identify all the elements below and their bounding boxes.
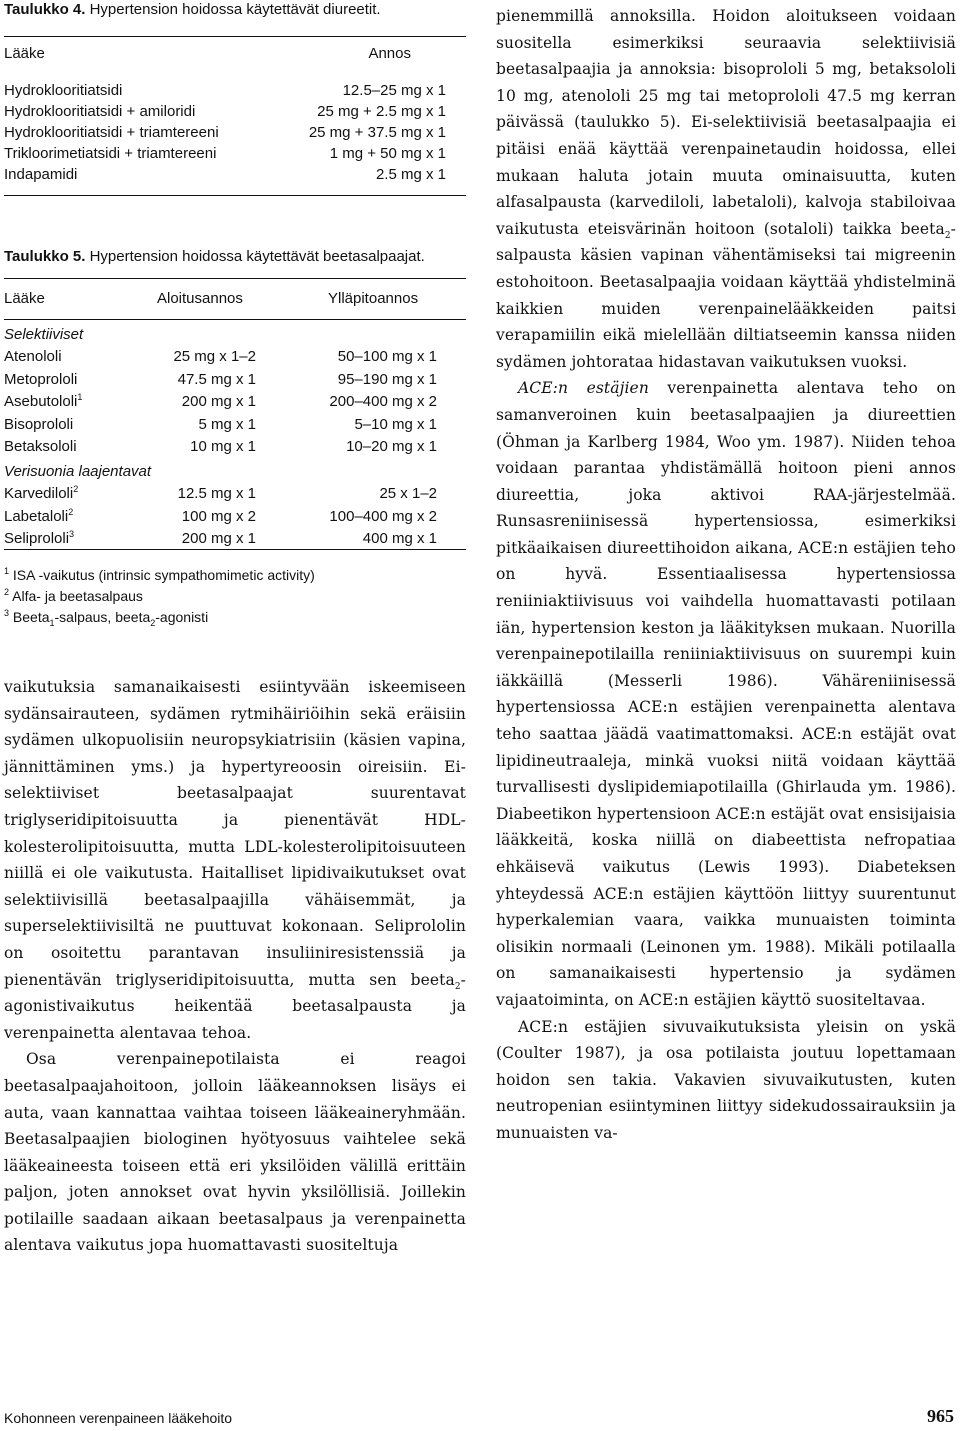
footnote-text-c: -agonisti: [155, 609, 209, 625]
start-dose: 200 mg x 1: [181, 530, 256, 547]
footnote-mark: 1: [4, 566, 10, 576]
drug-label: Labetaloli: [4, 507, 69, 525]
maintenance-dose: 95–190 mg x 1: [337, 370, 437, 388]
paragraph: ACE:n estäjien sivuvaikutuksista yleisin on yskä (Coulter 1987), ja osa potilaista joutuu lopettamaan hoidon sen takia. Vakavien sivuvaikutusten, kuten neutropenian esiintyminen liittyy sidekudossairauksiin ja munuaisten va-: [496, 1017, 956, 1142]
table-row: [4, 101, 466, 122]
drug-label: Atenololi: [4, 348, 62, 365]
maintenance-dose: 5–10 mg x 1: [354, 415, 437, 433]
drug-name: Hydroklooritiatsidi + triamtereeni: [4, 124, 219, 141]
dose: 12.5–25 mg x 1: [342, 82, 446, 99]
table4-col-dose: Annos: [368, 45, 411, 62]
footnote-mark: 3: [69, 529, 75, 539]
footnote-mark: 2: [4, 587, 10, 597]
footnote-3: [4, 607, 466, 628]
table5-group-vasodilating: Verisuonia laajentavat: [4, 463, 152, 480]
drug-name: [4, 528, 74, 549]
table5-group-selective-rows: [4, 346, 466, 459]
footnote-text: Alfa- ja beetasalpaus: [12, 588, 143, 604]
start-dose: 25 mg x 1–2: [173, 348, 256, 365]
paragraph-text: vaikutuksia samanaikaisesti esiintyvään iskeemiseen sydänsairauteen, sydämen rytmihäiriöihin sekä eräisiin sydämen ulkopuolisiin neuropsykiatrisiin (käsien vapina, jännittäminen yms.) ja hypertyreoosin oireisiin. Ei-selektiiviset beetasalpaajat suurentavat triglyseridipitoisuutta ja pienentävät HDL-kolesterolipitoisuutta, mutta LDL-kolesterolipitoisuuteen niillä ei ole vaikutusta. Haitalliset lipidivaikutukset ovat selektiivisillä beetasalpaajilla vähäisemmät, ja superselektiivisiltä ne puuttuvat kokonaan. Seliprololin on osoitettu parantavan insuliiniresistenssiä ja pienentävän triglyseridipitoisuutta, mutta sen beeta: [4, 678, 466, 989]
table-row: [4, 436, 466, 459]
table-row: [4, 122, 466, 143]
table5-label: Taulukko 5.: [4, 248, 86, 265]
table-row: [4, 483, 466, 506]
drug-name: [4, 414, 73, 435]
table5-group-vasodilating-rows: [4, 483, 466, 551]
start-dose: 10 mg x 1: [190, 438, 256, 455]
paragraph-text: pienemmillä annoksilla. Hoidon aloitukseen voidaan suositella esimerkiksi seuraavia selektiivisiä beetasalpaajia ja annoksia: bisoprololi 5 mg, betaksololi 10 mg, atenololi 25 mg tai metoprololi 47.5 mg kerran päivässä (taulukko 5). Ei-selektiivisiä beetasalpaajia ei pitäisi enää käyttää verenpainetaudin hoidossa, ellei mukaan haluta jotain muuta ominaisuutta, kuten alfasalpausta (karvediloli, labetaloli), kalvoja stabiloivaa vaikutusta eteisvärinän hoitoon (sotaloli) taikka beeta: [496, 7, 956, 238]
start-dose: 47.5 mg x 1: [177, 370, 256, 388]
table4-title: Hypertension hoidossa käytettävät diureetit.: [89, 1, 381, 18]
footnote-mark: 1: [77, 392, 83, 402]
table-row: [4, 414, 466, 437]
paragraph-text: -salpausta käsien vapinan vähentämiseksi tai migreenin estohoitoon. Beetasalpaajia voidaan käyttää yhdistelminä kaikkien muiden verenpainelääkkeiden paitsi verapamiilin eikä mielellään diltiatseemin kanssa niiden sydämen johtorataa hidastavan vaikutuksen vuoksi.: [496, 219, 956, 371]
drug-name: Trikloorimetiatsidi + triamtereeni: [4, 145, 217, 162]
table5-bottom-rule: [4, 549, 466, 550]
running-footer-title: Kohonneen verenpaineen lääkehoito: [4, 1410, 233, 1426]
drug-label: Karvediloli: [4, 485, 74, 502]
left-body-text: [4, 674, 466, 1259]
table5-group-selective: Selektiiviset: [4, 326, 84, 343]
footnote-2: [4, 586, 466, 607]
table5-footnotes: [4, 565, 466, 628]
table-row: [4, 528, 466, 551]
table-row: [4, 143, 466, 164]
paragraph: Osa verenpainepotilaista ei reagoi beetasalpaajahoitoon, jolloin lääkeannoksen lisäys ei auta, vaan kannattaa vaihtaa toiseen lääkeaineryhmään. Beetasalpaajien biologinen hyötyosuus vaihtelee sekä lääkeaineesta toiseen että eri yksilöiden välillä erittäin paljon, joten annokset ovat hyvin yksilöllisiä. Joillekin potilaille saadaan aikaan beetasalpaus ja verenpainetta alentava vaikutus jopa huomattavasti suositeltuja: [4, 1050, 466, 1255]
table-row: [4, 80, 466, 101]
table5-caption: [4, 247, 425, 267]
subscript: 2: [944, 230, 951, 241]
emphasis: ACE:n estäjien: [518, 379, 649, 398]
subscript: 1: [49, 618, 55, 628]
footnote-text-b: -salpaus, beeta: [54, 609, 151, 625]
maintenance-dose: 25 x 1–2: [379, 485, 437, 502]
drug-label: Bisoprololi: [4, 415, 74, 433]
table4-label: Taulukko 4.: [4, 1, 86, 18]
table4-bottom-rule: [4, 195, 466, 196]
maintenance-dose: 400 mg x 1: [362, 530, 437, 547]
page-number: 965: [927, 1406, 954, 1426]
paragraph: [496, 3, 956, 375]
table5-col-maintenance: Ylläpitoannos: [328, 290, 419, 307]
table4-body: [4, 80, 466, 185]
drug-name: Hydroklooritiatsidi + amiloridi: [4, 103, 196, 120]
drug-label: Asebutololi: [4, 393, 78, 410]
footnote-mark: 3: [4, 608, 10, 618]
footnote-text-a: Beeta: [12, 609, 50, 625]
dose: 25 mg + 2.5 mg x 1: [317, 103, 446, 120]
start-dose: 5 mg x 1: [198, 415, 256, 433]
drug-name: [4, 346, 62, 367]
maintenance-dose: 100–400 mg x 2: [329, 507, 437, 525]
table5-title: Hypertension hoidossa käytettävät beetasalpaajat.: [89, 248, 425, 265]
paragraph-text: verenpainetta alentava teho on samanveroinen kuin beetasalpaajien ja diureettien (Öhman ja Karlberg 1984, Woo ym. 1987). Niiden tehoa voidaan parantaa yhdistämällä hoitoon pieni annos diureettia, joka aktivoi RAA-järjestelmää. Runsasreniinisessä hypertensiossa, esimerkiksi pitkäaikaisen diureettihoidon aikana, ACE:n estäjien teho on hyvä. Essentiaalisessa hypertensiossa reniiniaktiivisuus voi vaihdella huomattavasti potilaan iän, hypertension keston ja lääkityksen mukaan. Nuorilla verenpainepotilailla reniiniaktiivisuus on suurempi kuin iäkkäillä (Messerli 1986). Vähäreniinisessä hypertensiossa ACE:n estäjien verenpainetta alentava teho saattaa jäädä vaatimattomaksi. ACE:n estäjät ovat lipidineutraaleja, minkä vuoksi niitä voidaan käyttää turvallisesti dyslipidemiapotilailla (Ghirlauda ym. 1986). Diabeetikon hypertensioon ACE:n estäjät ovat ensisijaisia lääkkeitä, koska niillä on diabeettista nefropatiaa ehkäisevä vaikutus (Lewis 1993). Diabeteksen yhteydessä ACE:n estäjien käyttöön liittyy suurentunut hyperkalemian vaara, vaikka munuaisten toiminta olisikin normaali (Leinonen ym. 1988). Mikäli potilaalla on samanaikaisesti hypertensio ja sydämen vajaatoiminta, on ACE:n estäjien käyttö suositeltavaa.: [496, 379, 956, 1009]
maintenance-dose: 10–20 mg x 1: [346, 438, 437, 455]
table5-col-drug: Lääke: [4, 290, 45, 307]
paragraph: [4, 674, 466, 1046]
start-dose: 200 mg x 1: [181, 393, 256, 410]
subscript: 2: [150, 618, 156, 628]
footnote-text: ISA -vaikutus (intrinsic sympathomimetic activity): [12, 567, 315, 583]
table5-header: [4, 288, 466, 309]
drug-name: [4, 483, 78, 504]
paragraph-text: -agonistivaikutus heikentää beetasalpausta ja verenpainetta alentavaa tehoa.: [4, 970, 466, 1042]
table4-col-drug: Lääke: [4, 45, 45, 62]
dose: 25 mg + 37.5 mg x 1: [308, 124, 446, 141]
footnote-1: [4, 565, 466, 586]
table-row: [4, 506, 466, 529]
right-body-text: [496, 3, 956, 1147]
table5-col-start: Aloitusannos: [157, 290, 243, 307]
drug-name: [4, 506, 73, 527]
dose: 2.5 mg x 1: [375, 166, 446, 183]
dose: 1 mg + 50 mg x 1: [329, 145, 446, 162]
table5-header-rule: [4, 319, 466, 320]
table4-caption: [4, 0, 381, 20]
drug-name: [4, 436, 77, 457]
drug-name: [4, 391, 82, 412]
table-row: [4, 346, 466, 369]
drug-label: Seliprololi: [4, 530, 70, 547]
footnote-mark: 2: [68, 506, 74, 517]
paragraph: [496, 375, 956, 1013]
maintenance-dose: 50–100 mg x 1: [337, 348, 437, 365]
drug-label: Betaksololi: [4, 438, 77, 455]
footnote-mark: 2: [73, 484, 79, 494]
table4-top-rule: [4, 36, 466, 37]
table-row: [4, 164, 466, 185]
start-dose: 100 mg x 2: [181, 507, 256, 525]
start-dose: 12.5 mg x 1: [177, 485, 256, 502]
maintenance-dose: 200–400 mg x 2: [329, 393, 437, 410]
table5-top-rule: [4, 278, 466, 279]
table-row: [4, 369, 466, 392]
drug-name: Hydroklooritiatsidi: [4, 82, 123, 99]
table-row: [4, 391, 466, 414]
drug-label: Metoprololi: [4, 370, 78, 388]
drug-name: [4, 369, 77, 390]
subscript: 2: [454, 981, 461, 992]
drug-name: Indapamidi: [4, 166, 78, 183]
